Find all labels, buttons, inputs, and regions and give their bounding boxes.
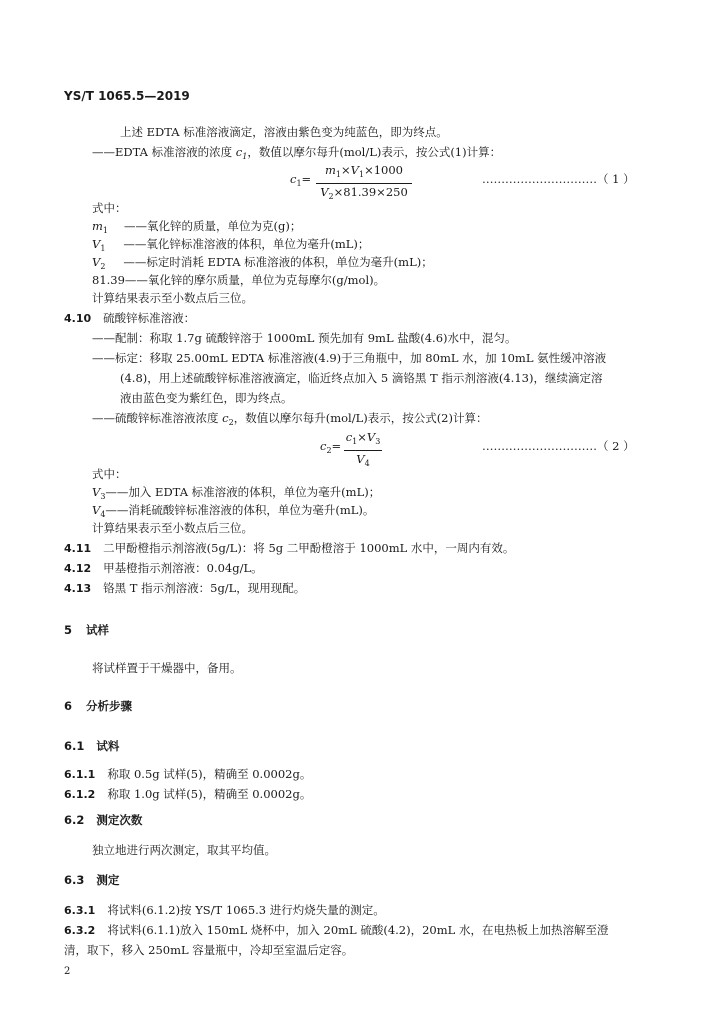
paragraph-edta-concentration: ——EDTA 标准溶液的浓度 $c_1$，数值以摩尔每升(mol/L)表示，按公式(1)计算： <box>92 145 502 161</box>
section-6-2-body: 独立地进行两次测定，取其平均值。 <box>92 843 276 857</box>
section-5-heading: 5 试样 <box>64 623 110 637</box>
definition-v1: $V_1$ ——氧化锌标准溶液的体积，单位为毫升(mL)； <box>92 237 370 253</box>
formula-1-fraction <box>316 163 412 204</box>
section-6-1-1: 6.1.1 称取 0.5g 试样(5)，精确至 0.0002g。 <box>64 767 312 781</box>
section-6-2-heading: 6.2 测定次数 <box>64 813 143 827</box>
section-4-13: 4.13 铬黑 T 指示剂溶液：5g/L，现用现配。 <box>64 581 306 595</box>
section-6-1-2: 6.1.2 称取 1.0g 试样(5)，精确至 0.0002g。 <box>64 787 312 801</box>
formula-1-denominator: $V_2\times 81.39\times 250$ <box>320 185 408 201</box>
paragraph-zinc-standardization-3: 液由蓝色变为紫红色，即为终点。 <box>120 391 293 405</box>
section-4-11: 4.11 二甲酚橙指示剂溶液(5g/L)：将 5g 二甲酚橙溶于 1000mL 水中，一周内有效。 <box>64 541 515 555</box>
definition-molar-mass: 81.39——氧化锌的摩尔质量，单位为克每摩尔(g/mol)。 <box>92 273 386 287</box>
paragraph-zinc-standardization-1: ——标定：移取 25.00mL EDTA 标准溶液(4.9)于三角瓶中，加 80mL 水，加 10mL 氨性缓冲溶液 <box>92 351 607 365</box>
section-4-12: 4.12 甲基橙指示剂溶液：0.04g/L。 <box>64 561 263 575</box>
formula-1-numerator: $m_1\times V_1\times 1000$ <box>325 163 403 179</box>
section-6-1-heading: 6.1 试料 <box>64 739 120 753</box>
section-6-3-2: 6.3.2 将试料(6.1.1)放入 150mL 烧杯中，加入 20mL 硫酸(4.2)，20mL 水，在电热板上加热溶解至澄 <box>64 923 609 937</box>
section-4-10-heading: 4.10 硫酸锌标准溶液： <box>64 311 196 325</box>
formula-2-denominator: $V_4$ <box>356 452 370 468</box>
section-6-heading: 6 分析步骤 <box>64 699 133 713</box>
formula-2-number: …………………………（ 2 ） <box>482 439 635 453</box>
page-number: 2 <box>64 966 71 977</box>
definition-v4: $V_4——$消耗硫酸锌标准溶液的体积，单位为毫升(mL)。 <box>92 503 375 519</box>
section-5-body: 将试样置于干燥器中，备用。 <box>92 661 242 675</box>
section-6-3-1: 6.3.1 将试料(6.1.2)按 YS/T 1065.3 进行灼烧失量的测定。 <box>64 903 385 917</box>
section-6-3-heading: 6.3 测定 <box>64 873 120 887</box>
standard-number-header: YS/T 1065.5—2019 <box>64 89 190 103</box>
formula-2-fraction <box>344 430 382 471</box>
rounding-note-2: 计算结果表示至小数点后三位。 <box>92 521 253 535</box>
paragraph-edta-endpoint: 上述 EDTA 标准溶液滴定，溶液由紫色变为纯蓝色，即为终点。 <box>120 125 448 139</box>
section-6-3-2-continued: 清，取下，移入 250mL 容量瓶中，冷却至室温后定容。 <box>64 943 354 957</box>
paragraph-zinc-concentration: ——硫酸锌标准溶液浓度 $c_2$，数值以摩尔每升(mol/L)表示，按公式(2)计算： <box>92 411 488 427</box>
formula-2-lhs: $c_2=$ <box>320 439 342 455</box>
paragraph-zinc-preparation: ——配制：称取 1.7g 硫酸锌溶于 1000mL 预先加有 9mL 盐酸(4.6)水中，混匀。 <box>92 331 517 345</box>
definition-v3: $V_3——$加入 EDTA 标准溶液的体积，单位为毫升(mL)； <box>92 485 381 501</box>
where-label-2: 式中： <box>92 467 127 481</box>
symbol-c1: $c_1$ <box>235 145 248 161</box>
formula-2-numerator: $c_1\times V_3$ <box>345 430 381 446</box>
formula-1-number: …………………………（ 1 ） <box>482 172 635 186</box>
paragraph-zinc-standardization-2: (4.8)，用上述硫酸锌标准溶液滴定，临近终点加入 5 滴铬黑 T 指示剂溶液(4.13)，继续滴定溶 <box>120 371 603 385</box>
rounding-note-1: 计算结果表示至小数点后三位。 <box>92 291 253 305</box>
definition-m1: $m_1$ ——氧化锌的质量，单位为克(g)； <box>92 219 302 235</box>
where-label-1: 式中： <box>92 201 127 215</box>
definition-v2: $V_2$ ——标定时消耗 EDTA 标准溶液的体积，单位为毫升(mL)； <box>92 255 433 271</box>
formula-1-lhs: $c_1=$ <box>290 172 312 188</box>
